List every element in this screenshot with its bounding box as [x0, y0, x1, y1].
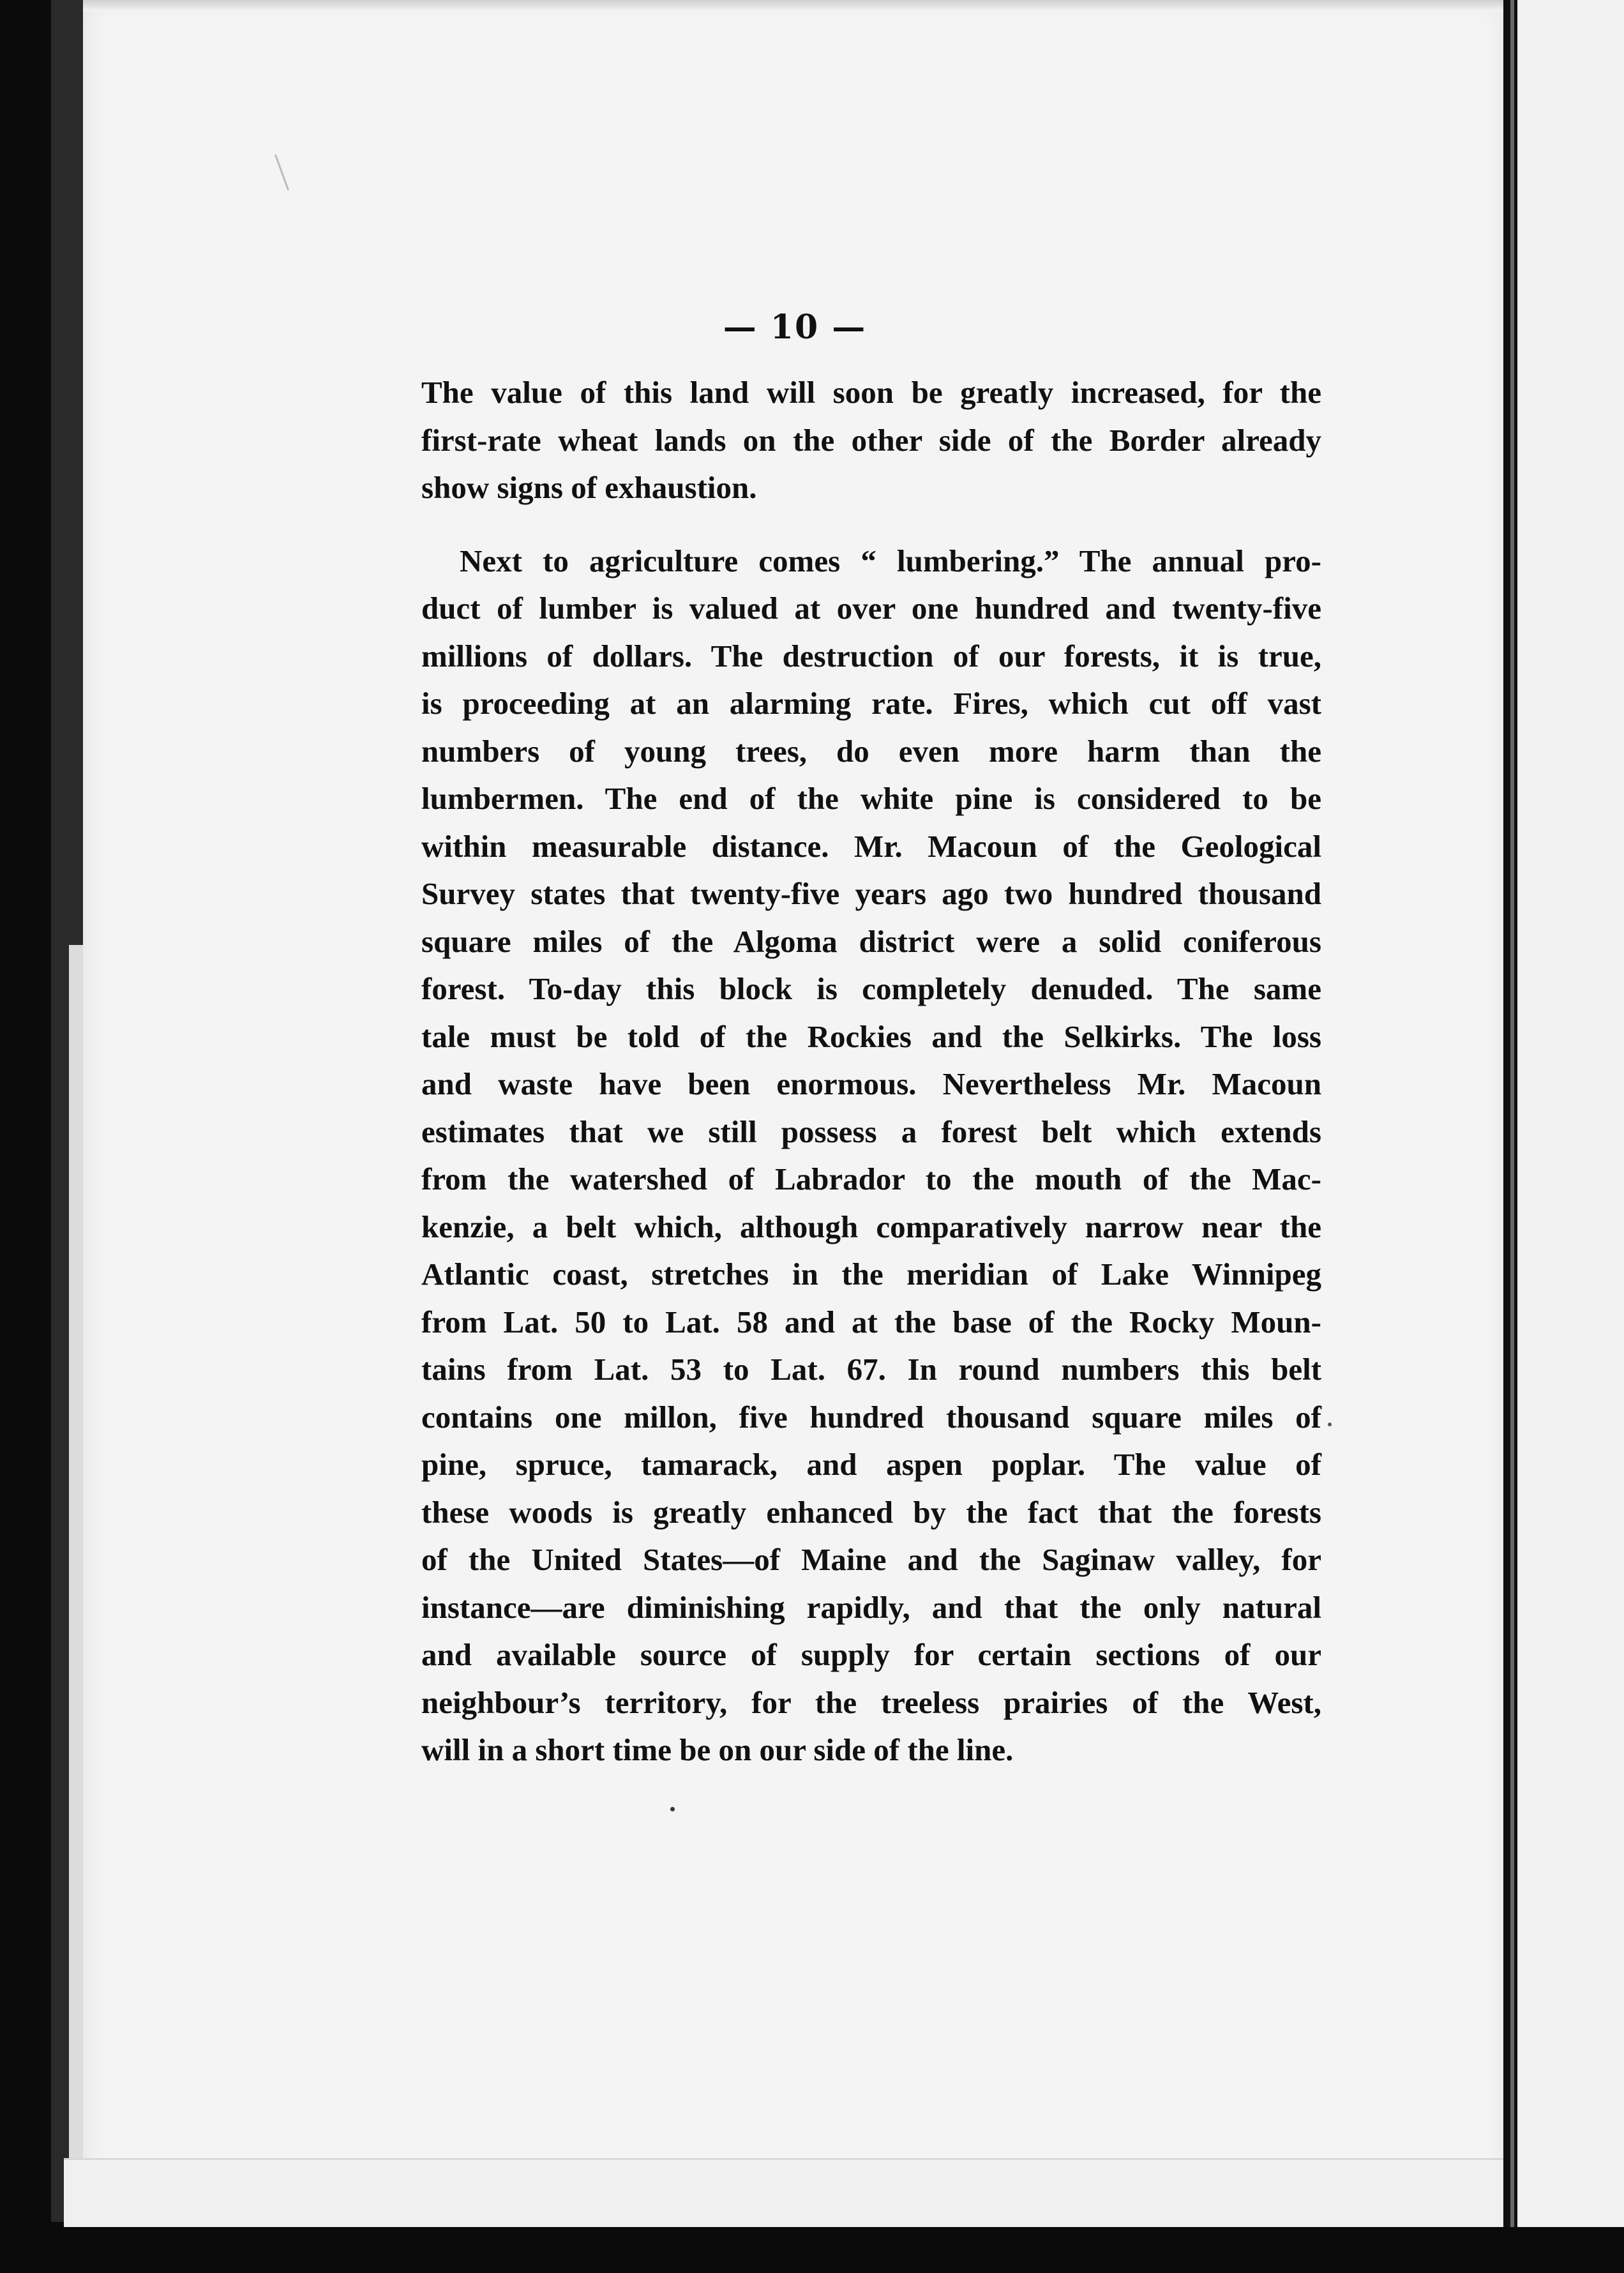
text-line: Atlantic coast, stretches in the meridian of Lake Winnipeg [421, 1257, 1321, 1292]
text-line: tains from Lat. 53 to Lat. 67. In round numbers this belt [421, 1352, 1321, 1387]
body-text [421, 369, 1321, 1774]
text-line: pine, spruce, tamarack, and aspen poplar. The value of [421, 1447, 1321, 1482]
text-line: and waste have been enormous. Nevertheless Mr. Macoun [421, 1066, 1321, 1101]
text-line: neighbour’s territory, for the treeless prairies of the West, [421, 1684, 1321, 1720]
text-line: square miles of the Algoma district were a solid coniferous [421, 923, 1321, 959]
text-line: The value of this land will soon be greatly increased, for the [421, 375, 1321, 410]
text-line: of the United States—of Maine and the Saginaw valley, for [421, 1542, 1321, 1577]
paragraph-1 [421, 369, 1321, 512]
text-line: Survey states that twenty-five years ago two hundred thousand [421, 876, 1321, 911]
text-line: duct of lumber is valued at over one hundred and twenty-five [421, 591, 1321, 626]
text-line: millions of dollars. The destruction of our forests, it is true, [421, 638, 1321, 674]
scan-bottom-border [64, 2227, 1624, 2273]
text-line: instance—are diminishing rapidly, and that the only natural [421, 1589, 1321, 1625]
text-line: kenzie, a belt which, although comparatively narrow near the [421, 1209, 1321, 1244]
text-line: within measurable distance. Mr. Macoun of the Geological [421, 828, 1321, 864]
text-line: lumbermen. The end of the white pine is considered to be [421, 781, 1321, 816]
page-bottom-edge [64, 2158, 1519, 2230]
text-line: estimates that we still possess a forest belt which extends [421, 1114, 1321, 1149]
text-line: forest. To-day this block is completely denuded. The same [421, 971, 1321, 1006]
text-line: first-rate wheat lands on the other side of the Border already [421, 422, 1321, 458]
page-top-shadow [83, 0, 1507, 11]
text-line: Next to agriculture comes “ lumbering.” The annual pro- [460, 543, 1321, 578]
text-line: tale must be told of the Rockies and the Selkirks. The loss [421, 1018, 1321, 1054]
adjacent-page [1507, 0, 1624, 2227]
paragraph-2 [421, 538, 1321, 1774]
page-number: — 10 — [723, 308, 867, 347]
paragraph-gap [421, 512, 1321, 538]
text-line: will in a short time be on our side of the line. [421, 1732, 1014, 1767]
ink-speck [670, 1807, 675, 1811]
text-line: show signs of exhaustion. [421, 470, 757, 505]
text-line: from the watershed of Labrador to the mouth of the Mac- [421, 1161, 1321, 1197]
text-line: from Lat. 50 to Lat. 58 and at the base of the Rocky Moun- [421, 1304, 1321, 1340]
text-line: numbers of young trees, do even more harm than the [421, 733, 1321, 769]
text-line: and available source of supply for certain sections of our [421, 1637, 1321, 1672]
text-line: is proceeding at an alarming rate. Fires, which cut off vast [421, 686, 1321, 721]
page-gutter-line [1510, 0, 1514, 2227]
ink-speck [1328, 1423, 1332, 1426]
text-line: contains one millon, five hundred thousand square miles of [421, 1399, 1321, 1435]
text-line: these woods is greatly enhanced by the fact that the forests [421, 1494, 1321, 1530]
